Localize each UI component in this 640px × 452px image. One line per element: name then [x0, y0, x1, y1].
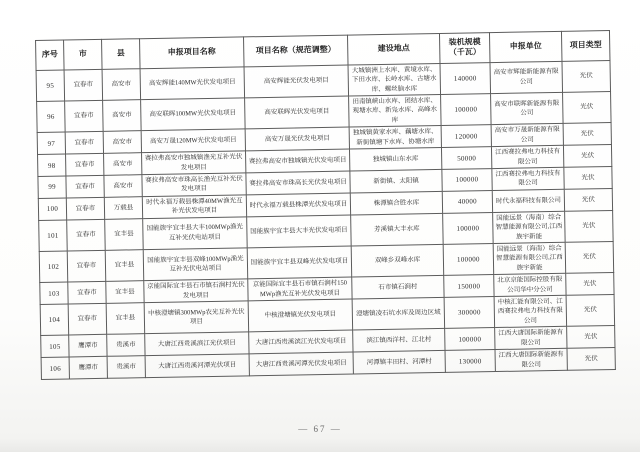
- header-construction-site: 建设地点: [347, 33, 440, 64]
- cell-county: 宜丰县: [106, 281, 144, 304]
- cell-construction-site: 澄塘镇凌石坑水库及周边区域: [352, 297, 445, 330]
- cell-installed-capacity: 130000: [445, 350, 495, 373]
- cell-construction-site: 独城镇山东水库: [349, 148, 441, 171]
- cell-installed-capacity: 40000: [442, 190, 492, 213]
- cell-county: 高安市: [104, 153, 142, 176]
- header-city: 市: [64, 39, 103, 69]
- cell-adjusted-project-name: 国能族宇宜丰县大丰光伏发电项目: [247, 215, 352, 248]
- cell-county: 万载县: [104, 197, 142, 220]
- cell-county: 宜丰县: [106, 303, 145, 335]
- cell-declared-project-name: 赛拉弗高安市珠高长渔光互补光伏发电项目: [142, 173, 246, 197]
- cell-construction-site: 田南镇峡山水库、团结水库、观塘水库、新凫水库、高峰水库: [349, 95, 442, 128]
- cell-serial-no: 99: [38, 176, 66, 198]
- cell-project-type: 光伏: [562, 60, 611, 92]
- cell-city: 鹰潭市: [69, 356, 107, 379]
- cell-declaring-unit: 时代永福科技有限公司: [492, 189, 564, 212]
- cell-county: 高安市: [102, 68, 141, 100]
- cell-installed-capacity: 100000: [441, 94, 492, 126]
- cell-county: 贵溪市: [107, 356, 145, 379]
- cell-county: 高安市: [103, 100, 142, 132]
- cell-declared-project-name: 京能国际宜丰县石市镇石涧村光伏发电项目: [144, 279, 248, 303]
- cell-county: 高安市: [104, 175, 142, 198]
- cell-declared-project-name: 大唐江西贵溪滨江光伏项目: [145, 332, 249, 356]
- header-adjusted-project-name: 项目名称（规范调整）: [244, 35, 349, 67]
- cell-installed-capacity: 100000: [443, 212, 494, 244]
- cell-declaring-unit: 高安市辉能新能源有限公司: [490, 61, 563, 94]
- cell-adjusted-project-name: 高安联晖光伏发电项目: [245, 96, 350, 129]
- cell-adjusted-project-name: 高安辉能光伏发电项目: [244, 65, 349, 98]
- cell-project-type: 光伏: [564, 188, 612, 211]
- cell-serial-no: 96: [37, 101, 66, 133]
- cell-adjusted-project-name: 国能族宇宜丰县双峰光伏发电项目: [247, 246, 352, 279]
- cell-installed-capacity: 150000: [444, 275, 494, 298]
- cell-installed-capacity: 100000: [442, 169, 492, 192]
- cell-construction-site: 滨江镇西洋村、江北村: [353, 329, 445, 352]
- cell-project-type: 光伏: [566, 295, 615, 327]
- header-county: 县: [102, 39, 141, 69]
- cell-project-type: 光伏: [565, 210, 614, 242]
- cell-city: 宜春市: [65, 100, 104, 132]
- cell-adjusted-project-name: 赛拉弗高安市独城镇光伏发电项目: [246, 149, 350, 173]
- cell-project-type: 光伏: [567, 326, 615, 349]
- cell-county: 宜丰县: [105, 250, 144, 282]
- cell-declaring-unit: 高安市万晟新能源有限公司: [491, 124, 563, 147]
- cell-declared-project-name: 赛拉弗高安市独城镇渔光互补光伏发电项目: [142, 151, 246, 175]
- cell-declared-project-name: 时代永福万载县株潭40MW渔光互补光伏发电项目: [142, 195, 246, 219]
- cell-construction-site: 双峰乡双峰水库: [351, 244, 444, 277]
- cell-construction-site: 独城镇黄家水库、藕塘水库、新街镇塘下水库、协塘水库: [349, 126, 441, 149]
- cell-city: 宜春市: [66, 175, 104, 198]
- cell-declaring-unit: 江西大唐国际新能源有限公司: [495, 348, 567, 371]
- header-declaring-unit: 申报单位: [489, 31, 562, 62]
- cell-installed-capacity: 140000: [440, 62, 491, 94]
- cell-construction-site: 新街镇、太阳镇: [350, 169, 442, 192]
- cell-declaring-unit: 国能远景（海南）综合智慧能源有限公司,江西族宇新能: [493, 211, 566, 244]
- cell-adjusted-project-name: 大唐江西贵溪滨江光伏发电项目: [249, 330, 353, 354]
- cell-adjusted-project-name: 京能国际宜丰县石市镇石涧村150MWp渔光互补光伏发电项目: [248, 277, 352, 301]
- cell-declaring-unit: 中核汇能有限公司、江西赛拉弗电力科技有限公司: [494, 295, 567, 328]
- cell-serial-no: 105: [41, 335, 69, 357]
- cell-adjusted-project-name: 赛拉弗高安市珠高长光伏发电项目: [246, 171, 350, 195]
- cell-declaring-unit: 北京京能国际控股有限公司华中分公司: [494, 274, 566, 297]
- cell-adjusted-project-name: 高安万晟光伏发电项目: [245, 127, 349, 151]
- cell-construction-site: 株潭镇合胜水库: [350, 191, 442, 214]
- cell-installed-capacity: 50000: [441, 147, 491, 170]
- cell-declared-project-name: 大唐江西贵溪河潭光伏项目: [145, 354, 249, 378]
- cell-installed-capacity: 100000: [445, 328, 495, 351]
- cell-declaring-unit: 高安市联晖新能源有限公司: [491, 92, 564, 125]
- cell-city: 宜春市: [64, 69, 103, 101]
- cell-serial-no: 104: [40, 304, 69, 336]
- cell-project-type: 光伏: [565, 241, 614, 273]
- cell-adjusted-project-name: 中核澄塘镇光伏发电项目: [248, 299, 353, 332]
- cell-declaring-unit: 江西赛拉弗电力科技有限公司: [491, 145, 563, 168]
- cell-declared-project-name: 国能族宇宜丰县双峰100MWp渔光互补光伏电站项目: [143, 248, 248, 281]
- cell-declaring-unit: 国能远景（海南）综合智慧能源有限公司,江西族宇新能: [493, 242, 566, 275]
- cell-county: 高安市: [103, 131, 141, 154]
- cell-serial-no: 103: [40, 282, 68, 304]
- cell-serial-no: 95: [36, 70, 65, 102]
- scanned-document-sheet: [35, 30, 615, 380]
- cell-city: 宜春市: [65, 132, 103, 155]
- cell-construction-site: 芳溪镇大丰水库: [351, 213, 444, 246]
- cell-project-type: 光伏: [564, 166, 612, 189]
- table-body: [36, 60, 615, 379]
- cell-serial-no: 100: [38, 198, 66, 220]
- cell-city: 宜春市: [66, 197, 104, 220]
- cell-county: 贵溪市: [107, 334, 145, 357]
- cell-city: 鹰潭市: [69, 335, 107, 358]
- cell-project-type: 光伏: [563, 92, 612, 124]
- cell-project-type: 光伏: [566, 273, 614, 296]
- cell-adjusted-project-name: 时代永福万载县株潭光伏发电项目: [246, 193, 350, 217]
- cell-serial-no: 106: [41, 357, 69, 379]
- cell-project-type: 光伏: [563, 145, 611, 168]
- cell-serial-no: 102: [39, 251, 68, 283]
- cell-construction-site: 石市镇石涧村: [352, 276, 444, 299]
- header-declared-project-name: 申报项目名称: [140, 37, 245, 69]
- project-list-table: [35, 30, 616, 380]
- cell-serial-no: 98: [38, 154, 66, 176]
- header-project-type: 项目类型: [561, 30, 610, 61]
- cell-city: 宜春市: [68, 303, 107, 335]
- cell-serial-no: 101: [39, 220, 68, 252]
- cell-declared-project-name: 中核澄塘镇300MWp农光互补光伏项目: [144, 301, 249, 334]
- cell-declared-project-name: 高安联晖100MW光伏发电项目: [141, 98, 246, 131]
- cell-project-type: 光伏: [563, 123, 611, 146]
- cell-city: 宜春市: [67, 250, 106, 282]
- cell-declaring-unit: 江西赛拉弗电力科技有限公司: [492, 167, 564, 190]
- cell-serial-no: 97: [37, 132, 65, 154]
- cell-declared-project-name: 高安万晟120MW光伏发电项目: [141, 129, 245, 153]
- cell-construction-site: 大城镇洲上水库、黄境水库、下田水库、长岭水库、古塘水库、螺丝脑水库: [348, 63, 441, 96]
- cell-installed-capacity: 300000: [444, 297, 495, 329]
- cell-county: 宜丰县: [105, 218, 144, 250]
- cell-declared-project-name: 国能族宇宜丰县大丰100MWp渔光互补光伏电站项目: [143, 217, 248, 250]
- cell-installed-capacity: 100000: [443, 244, 494, 276]
- header-installed-capacity-kw: 装机规模（千瓦）: [439, 33, 490, 64]
- cell-city: 宜春市: [66, 154, 104, 177]
- page-number: — 67 —: [298, 424, 342, 434]
- cell-declaring-unit: 江西大唐国际新能源有限公司: [495, 327, 567, 350]
- header-serial-no: 序号: [36, 40, 65, 70]
- cell-city: 宜春市: [67, 219, 106, 251]
- cell-project-type: 光伏: [567, 348, 615, 371]
- cell-adjusted-project-name: 大唐江西贵溪河潭光伏发电项目: [249, 352, 353, 376]
- cell-construction-site: 河潭镇丰田村、河潭村: [353, 351, 445, 374]
- cell-installed-capacity: 120000: [441, 125, 491, 148]
- cell-city: 宜春市: [68, 282, 106, 305]
- cell-declared-project-name: 高安辉能140MW光伏发电项目: [140, 67, 245, 100]
